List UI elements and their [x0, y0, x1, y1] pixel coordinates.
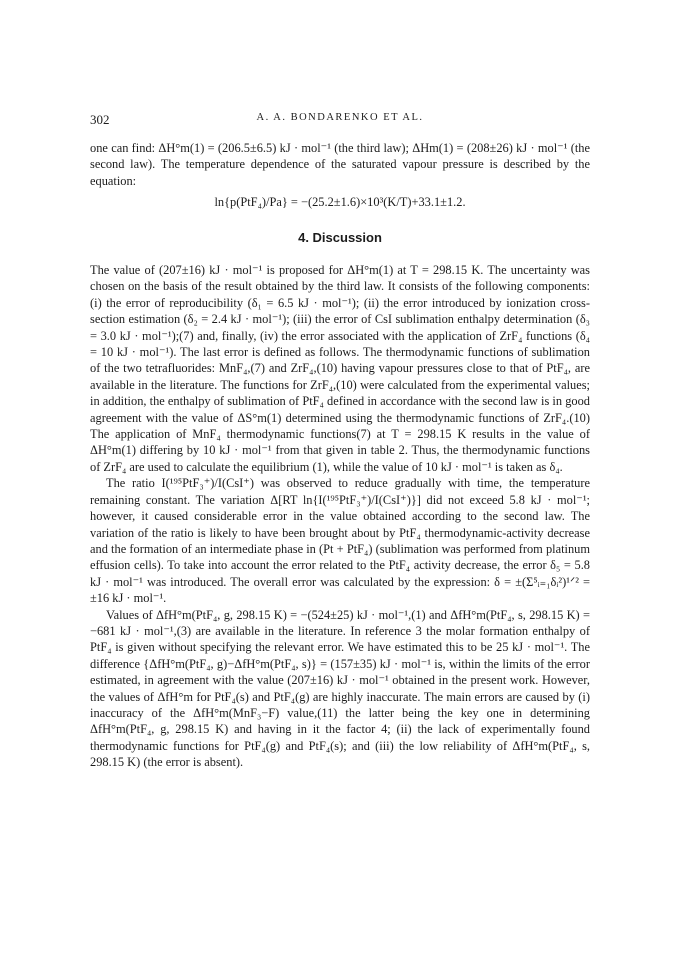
vapour-pressure-equation: ln{p(PtF₄)/Pa} = −(25.2±1.6)×10³(K/T)+33.1±1.2.	[214, 195, 466, 209]
discussion-paragraph-2: The ratio I(¹⁹⁵PtF₃⁺)/I(CsI⁺) was observed to reduce gradually with time, the temperature remaining constant. The variation Δ[RT ln{I(¹⁹⁵PtF₃⁺)/I(CsI⁺)}] did not exceed 5.8 kJ · mol⁻¹; however, it caused considerable error in the value obtained according to the second law. The variation of the ratio is likely to have been brought about by PtF₄ thermodynamic-activity decrease and the formation of an intermediate phase in (Pt + PtF₄) (sublimation was performed from platinum effusion cells). To take into account the error related to the PtF₄ activity decrease, the error δ₅ = 5.8 kJ · mol⁻¹ was introduced. The overall error was calculated by the expression: δ = ±(Σ⁵ᵢ₌₁δᵢ²)¹ᐟ² = ±16 kJ · mol⁻¹.	[90, 476, 590, 606]
page-number: 302	[90, 112, 110, 127]
running-head: A. A. BONDARENKO ET AL.	[256, 112, 424, 123]
discussion-body	[90, 262, 590, 771]
discussion-paragraph-3: Values of ΔfH°m(PtF₄, g, 298.15 K) = −(524±25) kJ · mol⁻¹,(1) and ΔfH°m(PtF₄, s, 298.15 K) = −681 kJ · mol⁻¹,(3) are available in the literature. In reference 3 the molar formation enthalpy of PtF₄ is given without specifying the relevant error. We have estimated this to be 25 kJ · mol⁻¹. The difference {ΔfH°m(PtF₄, g)−ΔfH°m(PtF₄, s)} = (157±35) kJ · mol⁻¹ is, within the limits of the error estimated, in agreement with the value (207±16) kJ · mol⁻¹ obtained in the present work. However, the values of ΔfH°m for PtF₄(s) and PtF₄(g) are highly inaccurate. The main errors are caused by (i) inaccuracy of the ΔfH°m(MnF₃−F) value,(11) the latter being the key one in determining ΔfH°m(PtF₄, g, 298.15 K) and having in it the factor 4; (ii) the lack of experimentally found thermodynamic functions for PtF₄(g) and PtF₄(s); and (iii) the low reliability of ΔfH°m(PtF₄, s, 298.15 K) (the error is absent).	[90, 607, 590, 770]
intro-paragraph: one can find: ΔH°m(1) = (206.5±6.5) kJ · mol⁻¹ (the third law); ΔHm(1) = (208±26) kJ · mol⁻¹ (the second law). The temperature dependence of the saturated vapour pressure is described by the equation:	[90, 141, 590, 188]
discussion-paragraph-1: The value of (207±16) kJ · mol⁻¹ is proposed for ΔH°m(1) at T = 298.15 K. The uncertainty was chosen on the basis of the result obtained by the third law. It consists of the following components: (i) the error of reproducibility (δ₁ = 6.5 kJ · mol⁻¹); (ii) the error introduced by ionization cross-section estimation (δ₂ = 2.4 kJ · mol⁻¹); (iii) the error of CsI sublimation enthalpy determination (δ₃ = 3.0 kJ · mol⁻¹);(7) and, finally, (iv) the error associated with the application of ZrF₄ functions (δ₄ = 10 kJ · mol⁻¹). The last error is defined as follows. The thermodynamic functions of sublimation of the two tetrafluorides: MnF₄,(7) and ZrF₄,(10) having vapour pressures close to that of PtF₄, are available in the literature. The functions for ZrF₄,(10) were calculated from the experimental values; in addition, the enthalpy of sublimation of PtF₄ defined in accordance with the second law is in good agreement with the value of ΔS°m(1) determined using the thermodynamic functions of ZrF₄.(10) The application of MnF₄ thermodynamic functions(7) at T = 298.15 K results in the value of ΔH°m(1) differing by 10 kJ · mol⁻¹ from that given in table 2. Thus, the thermodynamic functions of ZrF₄ are used to calculate the equilibrium (1), while the value of 10 kJ · mol⁻¹ is taken as δ₄.	[90, 263, 590, 474]
page-header	[90, 112, 590, 130]
section-heading: 4. Discussion	[298, 230, 382, 245]
intro-block	[90, 140, 590, 189]
